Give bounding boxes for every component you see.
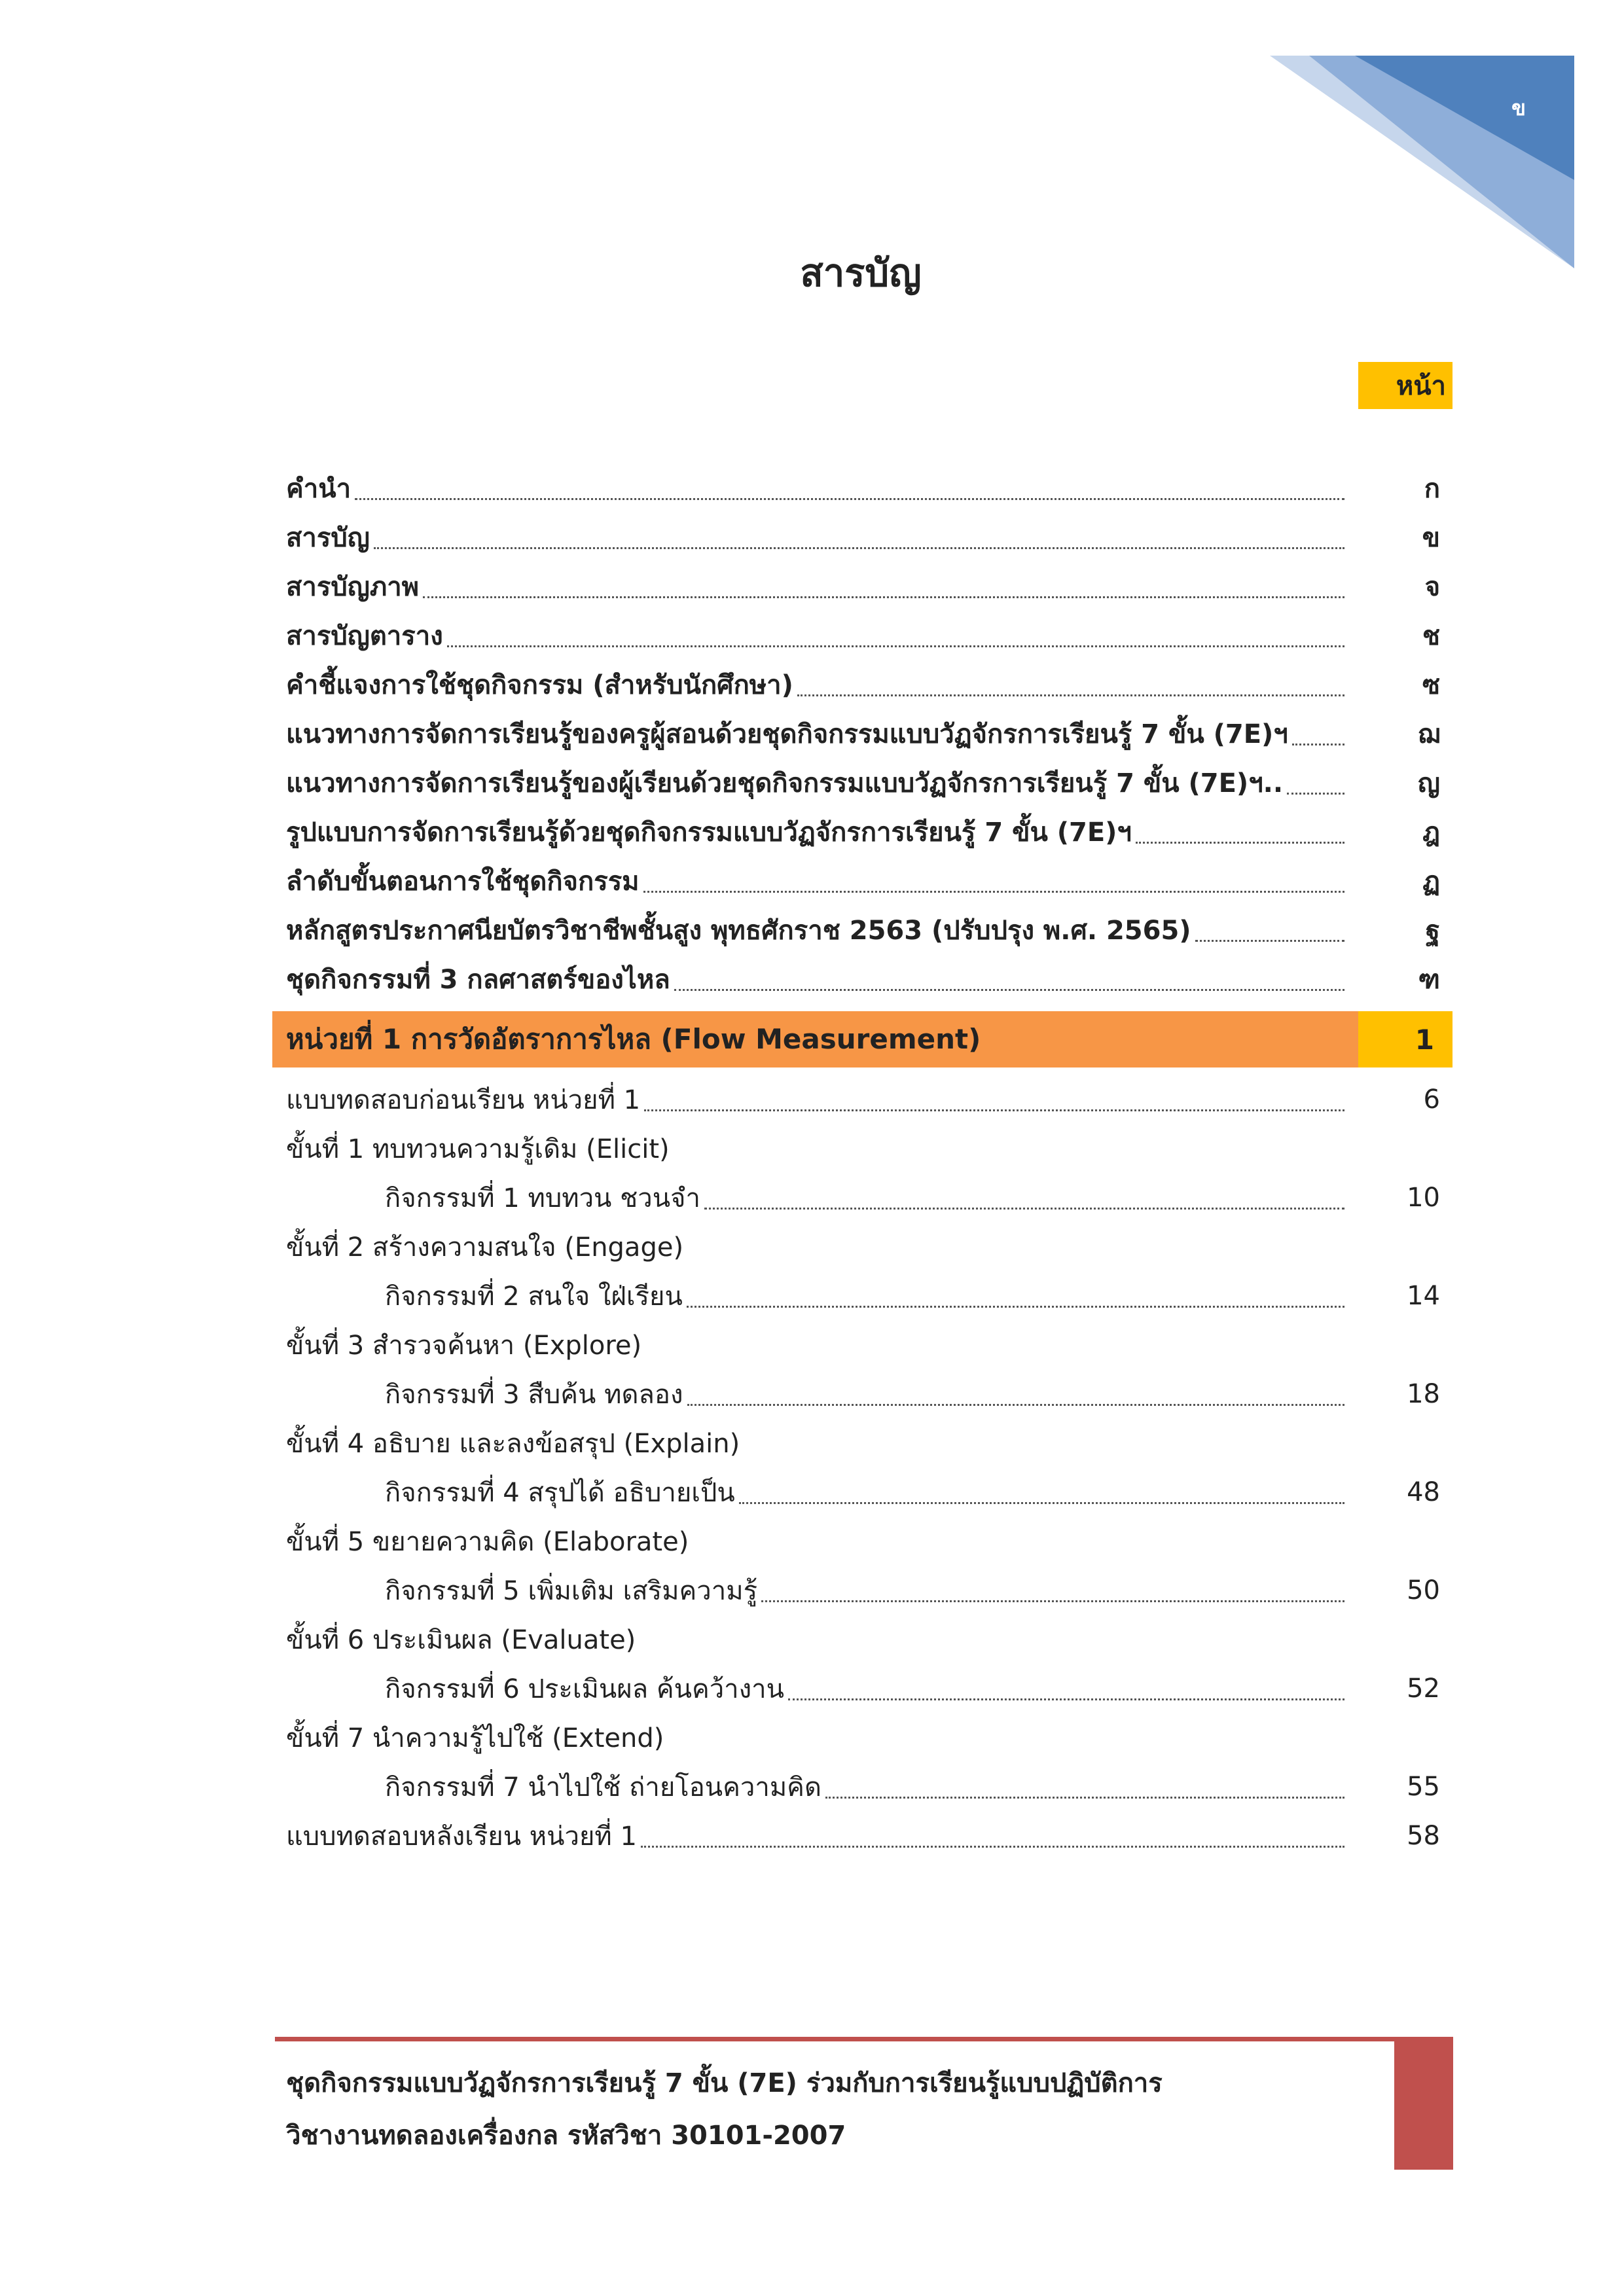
unit-page: 1 — [1358, 1011, 1453, 1067]
page-title: สารบัญ — [800, 251, 922, 295]
footer-line-1: ชุดกิจกรรมแบบวัฏจักรการเรียนรู้ 7 ขั้น (7E) ร่วมกับการเรียนรู้แบบปฏิบัติการ — [286, 2068, 1163, 2098]
toc-entry-page: 48 — [1407, 1477, 1440, 1507]
toc-entry-label: ขั้นที่ 7 นำความรู้ไปใช้ (Extend) — [286, 1723, 664, 1753]
toc-entry-page: ฑ — [1418, 965, 1440, 995]
corner-decoration — [1270, 56, 1578, 272]
toc-entry[interactable] — [385, 1668, 1440, 1710]
dot-leader — [374, 541, 1344, 549]
toc-entry-label: ขั้นที่ 3 สำรวจค้นหา (Explore) — [286, 1331, 642, 1361]
dot-leader — [1136, 835, 1344, 844]
toc-stage-heading — [286, 1520, 1440, 1562]
dot-leader — [687, 1397, 1345, 1406]
dot-leader — [644, 1103, 1344, 1111]
toc-entry-label: ชุดกิจกรรมที่ 3 กลศาสตร์ของไหล — [286, 965, 670, 995]
unit-heading-bar[interactable] — [272, 1011, 1453, 1067]
dot-leader — [704, 1201, 1344, 1210]
dot-leader — [1287, 786, 1344, 795]
toc-entry-label: สารบัญตาราง — [286, 621, 443, 651]
toc-entry-page: 6 — [1423, 1085, 1440, 1115]
page-number: ข — [1511, 96, 1526, 120]
toc-entry[interactable] — [286, 958, 1440, 1000]
toc-entry[interactable] — [286, 1815, 1440, 1857]
toc-entry-label: แบบทดสอบก่อนเรียน หน่วยที่ 1 — [286, 1085, 641, 1115]
toc-entry[interactable] — [286, 1079, 1440, 1121]
toc-entry-label: แบบทดสอบหลังเรียน หน่วยที่ 1 — [286, 1821, 637, 1852]
toc-stage-heading — [286, 1422, 1440, 1464]
toc-entry-page: ฐ — [1425, 916, 1440, 946]
toc-entry-page: 50 — [1407, 1575, 1440, 1605]
toc-stage-heading — [286, 1128, 1440, 1170]
toc-entry-label: คำนำ — [286, 474, 352, 504]
toc-entry-label: ขั้นที่ 1 ทบทวนความรู้เดิม (Elicit) — [286, 1134, 670, 1164]
toc-entry[interactable] — [385, 1471, 1440, 1513]
toc-entry[interactable] — [385, 1177, 1440, 1219]
toc-entry-page: ฏ — [1422, 867, 1440, 897]
toc-entry-label: ขั้นที่ 6 ประเมินผล (Evaluate) — [286, 1625, 636, 1655]
toc-entry-label: กิจกรรมที่ 3 สืบค้น ทดลอง — [385, 1380, 683, 1410]
toc-entry[interactable] — [286, 713, 1440, 755]
toc-entry-page: 52 — [1407, 1674, 1440, 1704]
dot-leader — [1292, 737, 1344, 745]
toc-entry-label: กิจกรรมที่ 5 เพิ่มเติม เสริมความรู้ — [385, 1576, 758, 1606]
toc-entry-label: กิจกรรมที่ 2 สนใจ ใฝ่เรียน — [385, 1282, 683, 1312]
toc-entry[interactable] — [286, 565, 1440, 607]
toc-entry-page: จ — [1424, 572, 1440, 602]
toc-entry[interactable] — [286, 615, 1440, 656]
toc-entry[interactable] — [286, 811, 1440, 853]
toc-entry-page: 10 — [1407, 1183, 1440, 1213]
dot-leader — [423, 590, 1344, 598]
toc-entry-label: กิจกรรมที่ 1 ทบทวน ชวนจำ — [385, 1183, 700, 1213]
dot-leader — [687, 1299, 1344, 1308]
dot-leader — [761, 1594, 1344, 1602]
toc-entry-label: กิจกรรมที่ 4 สรุปได้ อธิบายเป็น — [385, 1478, 735, 1508]
toc-entry[interactable] — [286, 860, 1440, 902]
toc-entry-page: ฌ — [1417, 719, 1440, 749]
toc-entry-page: ญ — [1417, 768, 1440, 798]
toc-entry[interactable] — [286, 516, 1440, 558]
toc-entry-label: รูปแบบการจัดการเรียนรู้ด้วยชุดกิจกรรมแบบวัฏจักรการเรียนรู้ 7 ขั้น (7E)ฯ — [286, 817, 1132, 848]
toc-entry-label: ลำดับขั้นตอนการใช้ชุดกิจกรรม — [286, 867, 640, 897]
toc-stage-heading — [286, 1324, 1440, 1366]
toc-entry-label: กิจกรรมที่ 6 ประเมินผล ค้นคว้างาน — [385, 1674, 784, 1704]
toc-entry-label: ขั้นที่ 2 สร้างความสนใจ (Engage) — [286, 1232, 684, 1263]
dot-leader — [674, 982, 1344, 991]
toc-entry-label: แนวทางการจัดการเรียนรู้ของผู้เรียนด้วยชุดกิจกรรมแบบวัฏจักรการเรียนรู้ 7 ขั้น (7E)ฯ.. — [286, 768, 1284, 798]
dot-leader — [739, 1496, 1344, 1504]
toc-entry-page: 58 — [1407, 1821, 1440, 1851]
toc-entry-page: 55 — [1407, 1772, 1440, 1802]
toc-stage-heading — [286, 1717, 1440, 1759]
toc-entry-page: ช — [1422, 621, 1440, 651]
dot-leader — [825, 1790, 1344, 1799]
toc-entry-page: ก — [1424, 474, 1440, 504]
toc-entry-label: กิจกรรมที่ 7 นำไปใช้ ถ่ายโอนความคิด — [385, 1772, 821, 1803]
toc-entry-label: หลักสูตรประกาศนียบัตรวิชาชีพชั้นสูง พุทธศักราช 2563 (ปรับปรุง พ.ศ. 2565) — [286, 916, 1191, 946]
toc-entry[interactable] — [286, 909, 1440, 951]
unit-title: หน่วยที่ 1 การวัดอัตราการไหล (Flow Measurement) — [272, 1011, 1358, 1067]
toc-entry-page: ฎ — [1422, 817, 1440, 848]
dot-leader — [1195, 933, 1344, 942]
toc-entry[interactable] — [385, 1570, 1440, 1611]
toc-entry-label: สารบัญภาพ — [286, 572, 420, 602]
toc-entry-page: 18 — [1407, 1379, 1440, 1409]
dot-leader — [797, 688, 1344, 696]
toc-entry-label: ขั้นที่ 4 อธิบาย และลงข้อสรุป (Explain) — [286, 1429, 740, 1459]
page-column-label: หน้า — [1358, 362, 1453, 409]
toc-entry[interactable] — [385, 1275, 1440, 1317]
toc-entry-label: แนวทางการจัดการเรียนรู้ของครูผู้สอนด้วยชุดกิจกรรมแบบวัฏจักรการเรียนรู้ 7 ขั้น (7E)ฯ — [286, 719, 1288, 749]
footer-line-2: วิชางานทดลองเครื่องกล รหัสวิชา 30101-2007 — [286, 2121, 846, 2151]
toc-entry-label: คำชี้แจงการใช้ชุดกิจกรรม (สำหรับนักศึกษา) — [286, 670, 793, 700]
toc-entry[interactable] — [385, 1766, 1440, 1808]
toc-entry-label: สารบัญ — [286, 523, 370, 553]
toc-stage-heading — [286, 1619, 1440, 1660]
footer-divider — [275, 2037, 1453, 2041]
toc-entry-page: 14 — [1407, 1281, 1440, 1311]
toc-stage-heading — [286, 1226, 1440, 1268]
toc-entry[interactable] — [286, 762, 1440, 804]
toc-entry-label: ขั้นที่ 5 ขยายความคิด (Elaborate) — [286, 1527, 689, 1557]
toc-entry[interactable] — [286, 467, 1440, 509]
dot-leader — [788, 1692, 1344, 1700]
toc-entry-page: ข — [1422, 523, 1440, 553]
dot-leader — [355, 492, 1344, 500]
dot-leader — [447, 639, 1344, 647]
toc-entry[interactable] — [286, 664, 1440, 706]
toc-entry-page: ซ — [1422, 670, 1440, 700]
dot-leader — [643, 884, 1344, 893]
footer-accent-block — [1394, 2037, 1453, 2170]
dot-leader — [641, 1839, 1344, 1848]
toc-entry[interactable] — [385, 1373, 1440, 1415]
